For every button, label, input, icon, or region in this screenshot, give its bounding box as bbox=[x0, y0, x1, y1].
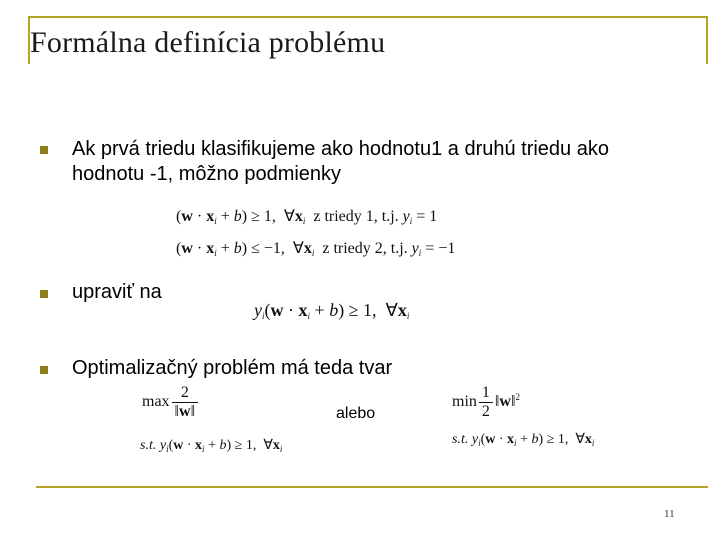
frame-top-line bbox=[28, 16, 708, 18]
optimization-min: min $\frac{1}{2}$ ‖w‖$^2$ bbox=[452, 384, 520, 420]
bullet-square-icon bbox=[40, 146, 48, 154]
bullet-square-icon bbox=[40, 290, 48, 298]
condition-class-2-text: z triedy 2, t.j. bbox=[322, 240, 408, 257]
constraint-b: s.t. $y_i(w \cdot x_i + b) \ge 1$, $\forall x_i$ bbox=[452, 432, 595, 448]
optimization-max: max $\frac{2}{‖w‖}$ bbox=[142, 384, 200, 421]
bottom-divider bbox=[36, 486, 708, 488]
combined-condition: $y_i(w \cdot x_i + b) \ge 1$, $\forall x_i$ bbox=[254, 300, 410, 321]
condition-class-2: $(w \cdot x_i + b) \le -1$, $\forall x_i$ z triedy 2, t.j. $y_i = -1$ bbox=[176, 240, 456, 258]
bullet-text-1: Ak prvá triedu klasifikujeme ako hodnotu1 a druhú triedu ako hodnotu -1, môžno podmienky bbox=[72, 138, 609, 185]
condition-class-1: $(w \cdot x_i + b) \ge 1$, $\forall x_i$ z triedy 1, t.j. $y_i = 1$ bbox=[176, 208, 438, 226]
condition-class-1-text: z triedy 1, t.j. bbox=[313, 208, 399, 225]
condition-class-2-rhs: = −1 bbox=[425, 240, 456, 257]
bullet-square-icon bbox=[40, 366, 48, 374]
fraction: $\frac{2}{‖w‖}$ bbox=[172, 384, 199, 421]
condition-class-1-rhs: = 1 bbox=[416, 208, 438, 225]
page-number: 11 bbox=[664, 508, 675, 520]
bullet-text-3: Optimalizačný problém má teda tvar bbox=[72, 357, 393, 379]
alebo-label: alebo bbox=[336, 405, 376, 422]
slide-title: Formálna definícia problému bbox=[30, 26, 386, 59]
bullet-text-2: upraviť na bbox=[72, 281, 162, 303]
frame-right-line bbox=[706, 16, 708, 64]
fraction: $\frac{1}{2}$ bbox=[479, 384, 493, 421]
constraint-a: s.t. $y_i(w \cdot x_i + b) \ge 1$, $\forall x_i$ bbox=[140, 438, 283, 454]
